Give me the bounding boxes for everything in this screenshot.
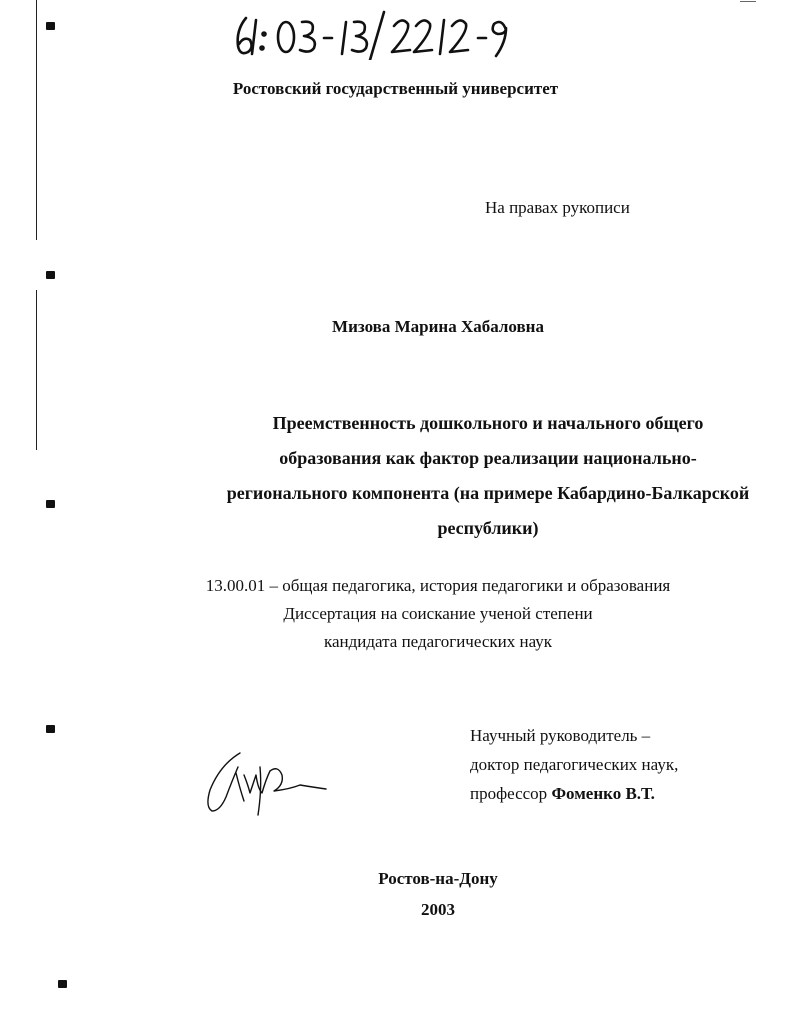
scan-mark [46,22,55,30]
advisor-title: профессор [470,784,552,803]
title-line: образования как фактор реализации национально- [279,448,697,468]
specialty-code: 13.00.01 – общая педагогика, история педагогики и образования [205,576,671,595]
advisor-block [470,721,678,808]
advisor-degree: доктор педагогических наук, [470,755,679,774]
degree-line: Диссертация на соискание ученой степени [283,604,593,623]
title-line: Преемственность дошкольного и начального общего [272,413,704,433]
author-name: Мизова Марина Хабаловна [332,317,544,336]
scan-mark [46,271,55,279]
scan-edge-line [36,290,37,450]
city: Ростов-на-Дону [378,869,498,888]
title-line: республики) [437,518,539,538]
scan-corner-line [740,1,756,2]
rights-note: На правах рукописи [485,198,630,217]
advisor-role: Научный руководитель – [470,726,651,745]
advisor-name: Фоменко В.Т. [551,784,655,803]
dissertation-title [50,406,791,546]
degree-field: кандидата педагогических наук [323,632,553,651]
handwritten-signature [200,745,330,820]
scan-mark [58,980,67,988]
title-line: регионального компонента (на примере Кабардино-Балкарской [226,483,750,503]
year: 2003 [421,900,455,919]
university-name: Ростовский государственный университет [232,79,559,98]
specialty-block [0,572,791,656]
scan-edge-line [36,0,37,240]
handwritten-registration-number [234,10,534,60]
advisor-name-line [470,779,678,808]
scan-mark [46,725,55,733]
